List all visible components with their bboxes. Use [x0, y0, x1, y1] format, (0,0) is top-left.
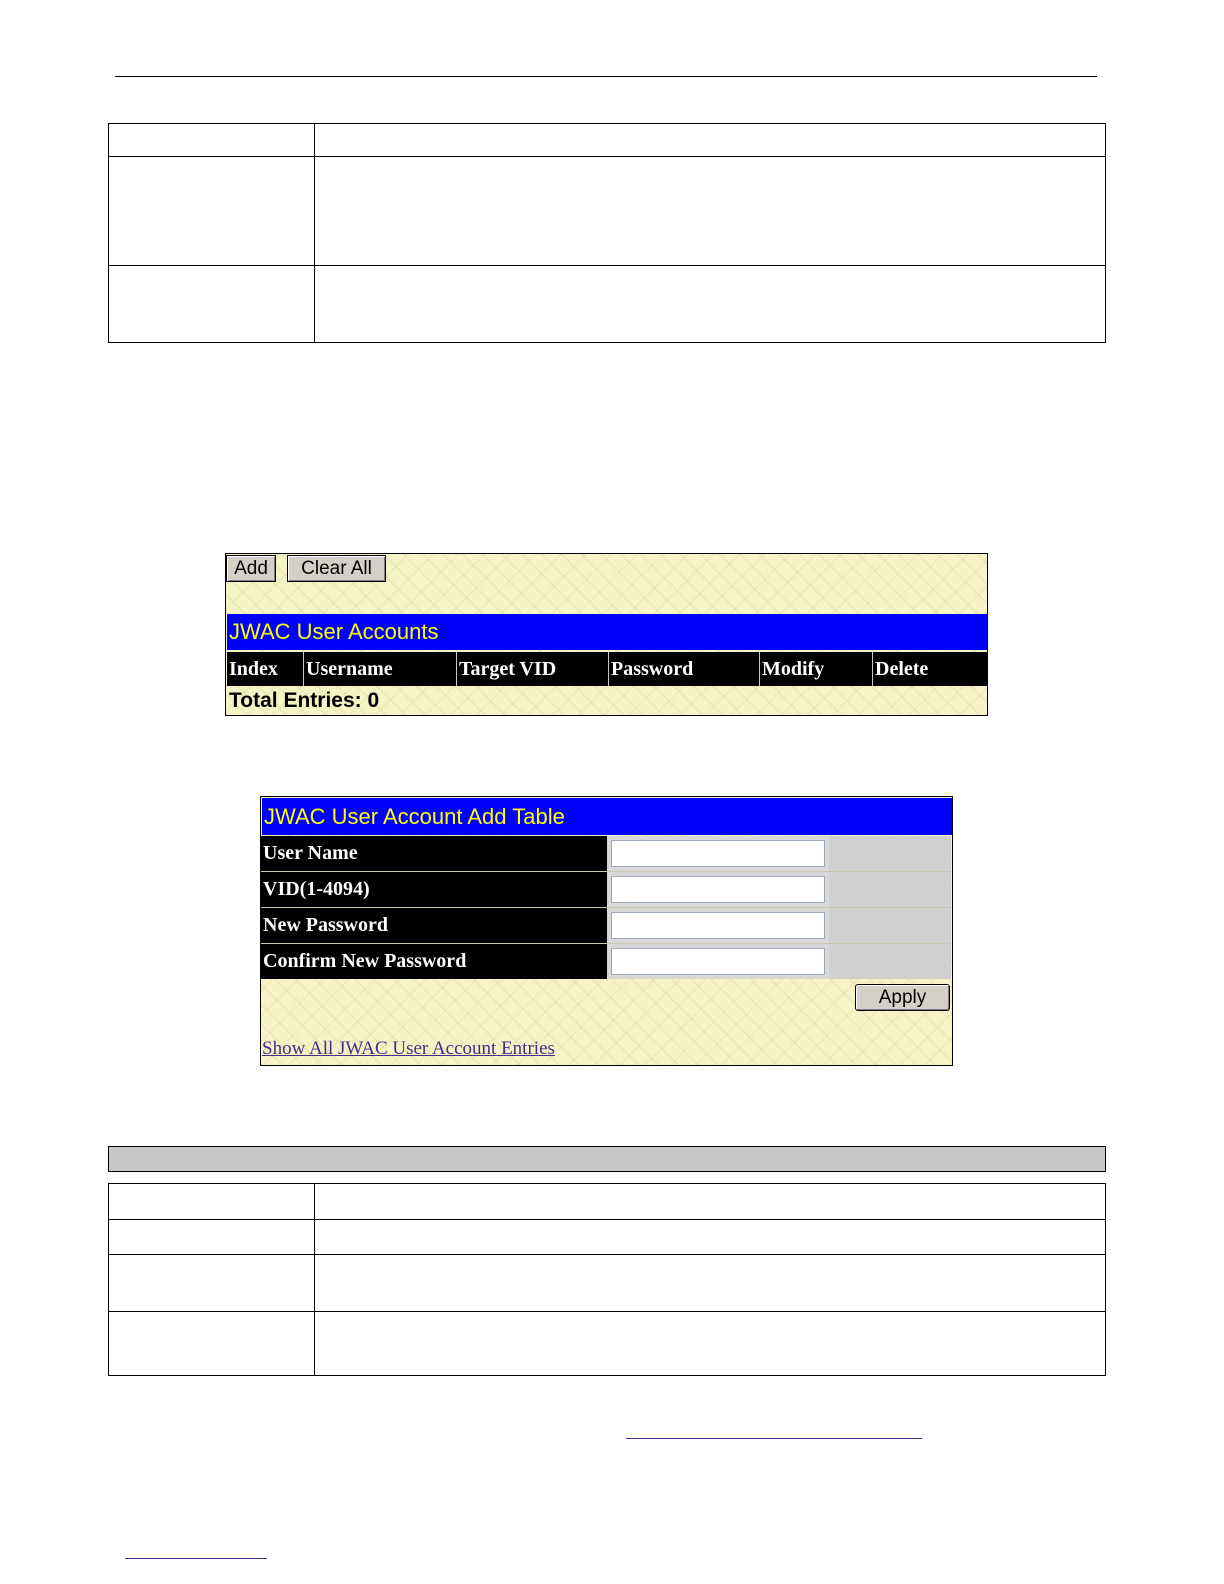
- spacer-cell: [829, 908, 951, 943]
- table-cell: [109, 266, 315, 343]
- table-cell: [315, 157, 1106, 266]
- spacer-cell: [829, 872, 951, 907]
- confirm-password-label: Confirm New Password: [261, 944, 607, 979]
- column-header-username: Username: [304, 652, 457, 686]
- user-name-label: User Name: [261, 836, 607, 871]
- form-row-vid: [261, 872, 951, 907]
- footer-link-underline: [125, 1558, 267, 1559]
- accounts-table-header: [227, 652, 987, 686]
- table-cell: [315, 1220, 1106, 1255]
- parameter-table-bottom-header: [108, 1146, 1106, 1172]
- table-cell: [109, 1220, 315, 1255]
- parameter-table-bottom: [108, 1183, 1106, 1376]
- table-cell: [315, 124, 1106, 157]
- table-cell: [315, 1184, 1106, 1220]
- vid-input[interactable]: [611, 876, 825, 903]
- vid-label: VID(1-4094): [261, 872, 607, 907]
- table-cell: [315, 1255, 1106, 1312]
- input-cell: [607, 872, 829, 907]
- jwac-add-table-panel: [260, 796, 953, 1066]
- column-header-delete: Delete: [873, 652, 987, 686]
- form-row-confirm-password: [261, 944, 951, 979]
- table-cell: [109, 1184, 315, 1220]
- form-row-new-password: [261, 908, 951, 943]
- table-cell: [109, 157, 315, 266]
- table-cell: [109, 124, 315, 157]
- user-name-input[interactable]: [611, 840, 825, 867]
- form-row-user-name: [261, 836, 951, 871]
- jwac-add-table-title: JWAC User Account Add Table: [262, 798, 952, 835]
- total-entries: Total Entries: 0: [229, 689, 380, 712]
- show-all-entries-link[interactable]: Show All JWAC User Account Entries: [262, 1038, 555, 1059]
- column-header-modify: Modify: [760, 652, 873, 686]
- table-cell: [109, 1255, 315, 1312]
- jwac-user-accounts-title: JWAC User Accounts: [227, 614, 987, 650]
- input-cell: [607, 944, 829, 979]
- table-cell: [315, 1312, 1106, 1376]
- column-header-index: Index: [227, 652, 304, 686]
- column-header-password: Password: [609, 652, 760, 686]
- header-rule: [115, 76, 1097, 77]
- table-cell: [109, 1312, 315, 1376]
- jwac-user-accounts-panel: [225, 553, 988, 716]
- input-cell: [607, 836, 829, 871]
- clear-all-button[interactable]: Clear All: [287, 555, 386, 582]
- spacer-cell: [829, 944, 951, 979]
- new-password-label: New Password: [261, 908, 607, 943]
- column-header-target-vid: Target VID: [457, 652, 609, 686]
- link-underline: [626, 1438, 922, 1439]
- add-button[interactable]: Add: [226, 555, 276, 582]
- new-password-input[interactable]: [611, 912, 825, 939]
- table-cell: [315, 266, 1106, 343]
- input-cell: [607, 908, 829, 943]
- spacer-cell: [829, 836, 951, 871]
- apply-button[interactable]: Apply: [855, 984, 950, 1011]
- parameter-table-top: [108, 123, 1106, 343]
- confirm-password-input[interactable]: [611, 948, 825, 975]
